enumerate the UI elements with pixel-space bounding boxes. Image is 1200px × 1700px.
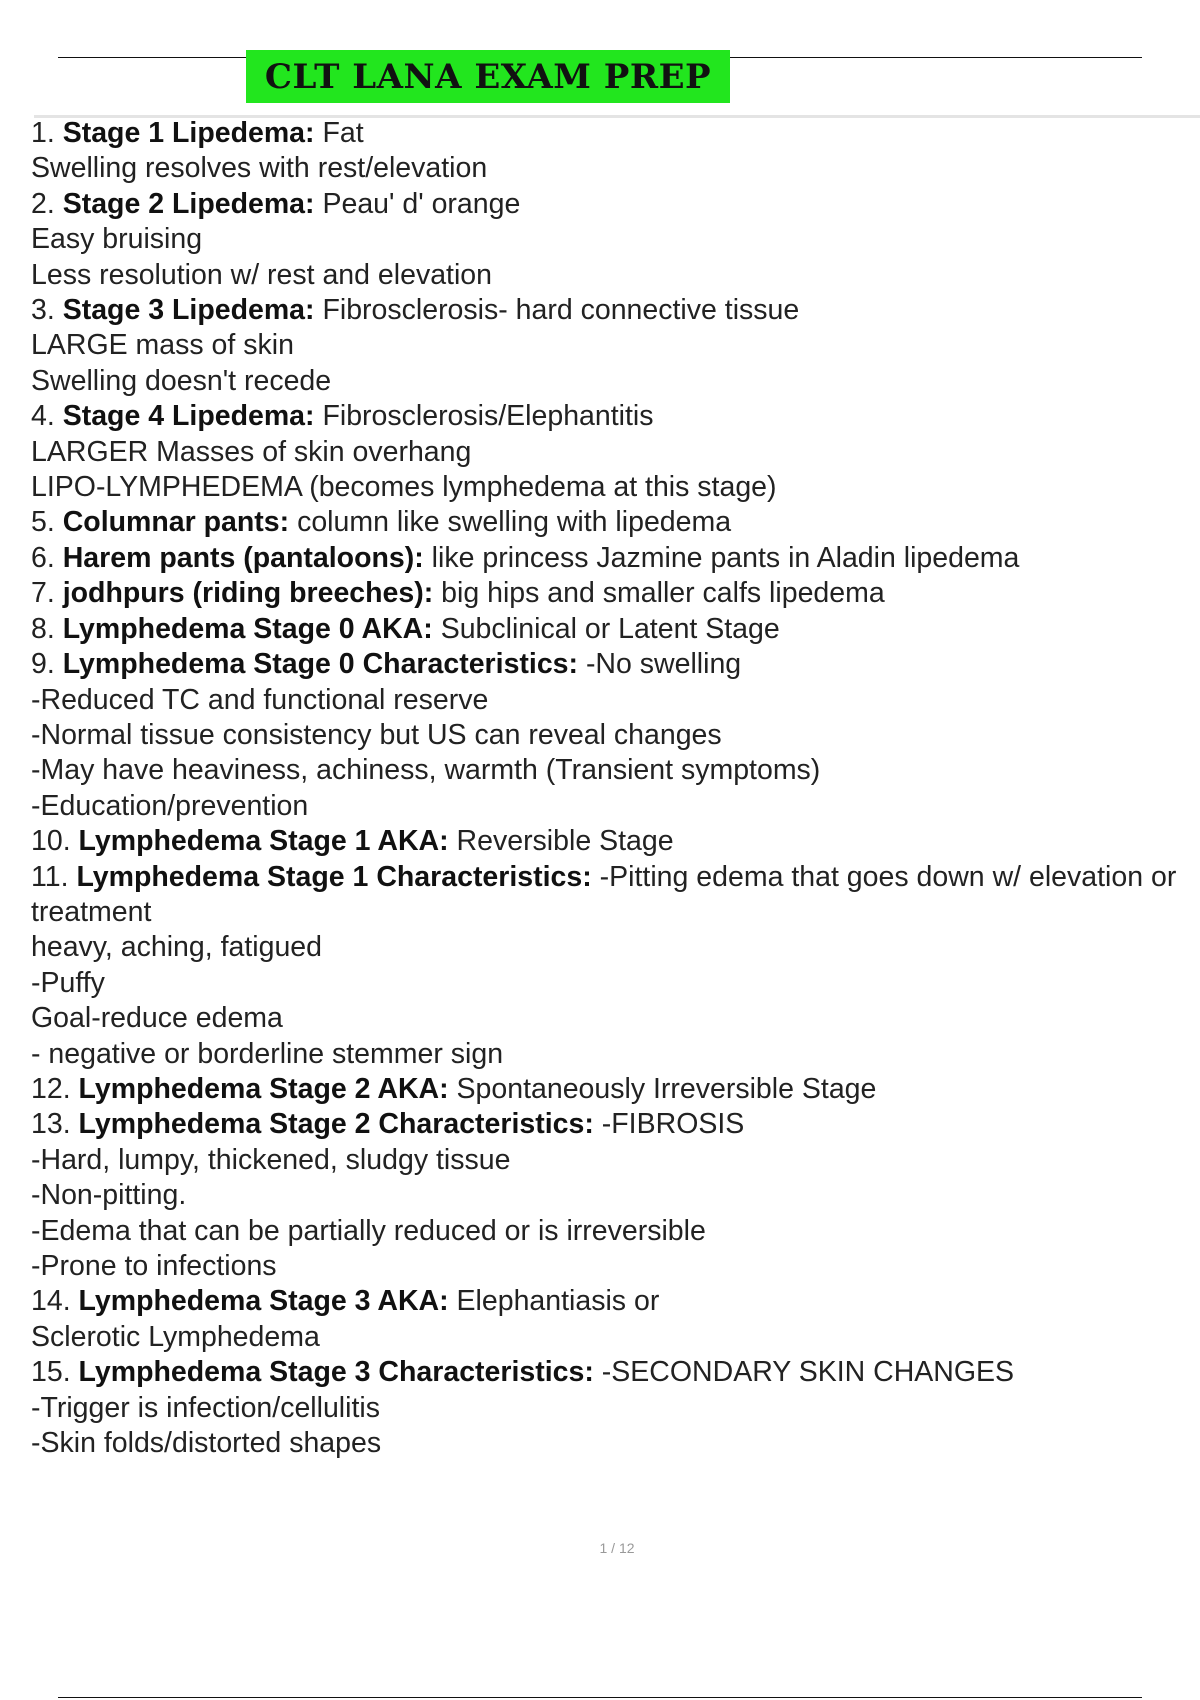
entry-heading-line <box>31 824 1181 859</box>
entry-heading-line <box>31 1355 1181 1390</box>
entry-detail-line: -Prone to infections <box>31 1250 277 1282</box>
entry-definition: Elephantiasis or <box>456 1285 660 1318</box>
entry-definition: Fibrosclerosis- hard connective tissue <box>322 294 800 327</box>
entry-number: 9. <box>31 648 55 681</box>
entry-term: Stage 4 Lipedema: <box>62 400 315 433</box>
entry-definition: -No swelling <box>585 648 742 681</box>
flashcard-entry <box>31 1355 1181 1461</box>
flashcard-entry <box>31 505 1181 540</box>
entry-detail-line: LIPO-LYMPHEDEMA (becomes lymphedema at this stage) <box>31 471 777 504</box>
entry-definition: Spontaneously Irreversible Stage <box>456 1072 877 1105</box>
entry-number: 15. <box>31 1356 71 1389</box>
entry-number: 5. <box>31 506 55 539</box>
flashcard-entry <box>31 1072 1181 1107</box>
entry-term: Lymphedema Stage 1 AKA: <box>78 825 449 858</box>
entry-term: Lymphedema Stage 2 Characteristics: <box>78 1108 594 1141</box>
entry-number: 8. <box>31 612 55 645</box>
bottom-rule <box>58 1697 1142 1698</box>
entry-detail-line: - negative or borderline stemmer sign <box>31 1037 504 1070</box>
flashcard-entry <box>31 293 1181 399</box>
entry-number: 11. <box>31 860 69 893</box>
entry-term: jodhpurs (riding breeches): <box>62 577 434 610</box>
flashcard-entry <box>31 576 1181 611</box>
flashcard-entry <box>31 612 1181 647</box>
entry-detail-line: heavy, aching, fatigued <box>31 931 323 964</box>
entry-term: Lymphedema Stage 3 Characteristics: <box>78 1356 594 1389</box>
entry-definition: Subclinical or Latent Stage <box>440 612 780 645</box>
entry-detail-line: -Reduced TC and functional reserve <box>31 683 489 716</box>
entry-heading-line <box>31 647 1181 682</box>
entry-detail-line: -May have heaviness, achiness, warmth (Transient symptoms) <box>31 754 821 787</box>
entry-detail-line: Easy bruising <box>31 223 203 256</box>
entry-definition: Fibrosclerosis/Elephantitis <box>322 400 654 433</box>
entry-detail-line: -Edema that can be partially reduced or is irreversible <box>31 1214 706 1247</box>
entry-heading-line <box>31 116 1181 151</box>
flashcard-entry <box>31 187 1181 293</box>
entry-definition: -Pitting edema that goes down w/ elevation or treatment <box>31 860 1177 928</box>
entry-heading-line <box>31 293 1181 328</box>
entry-heading-line <box>31 1072 1181 1107</box>
flashcard-entry <box>31 399 1181 505</box>
entry-heading-line <box>31 541 1181 576</box>
entry-heading-line <box>31 1107 1181 1142</box>
flashcard-entry <box>31 541 1181 576</box>
flashcard-entry <box>31 116 1181 187</box>
entry-number: 7. <box>31 577 55 610</box>
entry-number: 2. <box>31 187 55 220</box>
entry-detail-line: LARGE mass of skin <box>31 329 294 362</box>
entry-heading-line <box>31 612 1181 647</box>
entry-heading-line <box>31 187 1181 222</box>
entry-term: Lymphedema Stage 1 Characteristics: <box>76 860 592 893</box>
entry-term: Lymphedema Stage 0 Characteristics: <box>62 648 579 681</box>
title-banner <box>246 50 730 103</box>
entry-detail-line: Swelling doesn't recede <box>31 364 332 397</box>
flashcard-entry <box>31 824 1181 859</box>
entry-definition: Peau' d' orange <box>322 187 521 220</box>
flashcard-entry <box>31 1107 1181 1284</box>
entry-detail-line: -Hard, lumpy, thickened, sludgy tissue <box>31 1143 511 1176</box>
entry-number: 6. <box>31 541 55 574</box>
entry-definition: column like swelling with lipedema <box>297 506 732 539</box>
entry-detail-line: Swelling resolves with rest/elevation <box>31 152 488 185</box>
entry-definition: like princess Jazmine pants in Aladin lipedema <box>431 541 1020 574</box>
entry-number: 10. <box>31 825 71 858</box>
entry-detail-line: -Education/prevention <box>31 789 309 822</box>
entry-term: Lymphedema Stage 0 AKA: <box>62 612 433 645</box>
entry-definition: big hips and smaller calfs lipedema <box>441 577 885 610</box>
entry-detail-line: -Non-pitting. <box>31 1179 187 1212</box>
entry-term: Stage 2 Lipedema: <box>62 187 315 220</box>
entry-heading-line <box>31 860 1181 931</box>
entry-detail-line: LARGER Masses of skin overhang <box>31 435 472 468</box>
entry-term: Stage 3 Lipedema: <box>62 294 315 327</box>
entry-term: Harem pants (pantaloons): <box>62 541 424 574</box>
entry-detail-line: Sclerotic Lymphedema <box>31 1320 320 1353</box>
entry-definition: Reversible Stage <box>456 825 674 858</box>
entry-heading-line <box>31 1284 1181 1319</box>
entry-term: Stage 1 Lipedema: <box>62 117 315 149</box>
entry-number: 13. <box>31 1108 71 1141</box>
entry-detail-line: -Skin folds/distorted shapes <box>31 1427 382 1460</box>
entry-definition: Fat <box>322 117 364 149</box>
entry-term: Columnar pants: <box>62 506 290 539</box>
entry-number: 14. <box>31 1285 71 1318</box>
entry-number: 12. <box>31 1072 71 1105</box>
entry-detail-line: Less resolution w/ rest and elevation <box>31 258 493 291</box>
entry-heading-line <box>31 576 1181 611</box>
entry-definition: -SECONDARY SKIN CHANGES <box>601 1356 1015 1389</box>
entry-number: 3. <box>31 294 55 327</box>
entry-heading-line <box>31 505 1181 540</box>
entry-number: 4. <box>31 400 55 433</box>
entry-detail-line: Goal-reduce edema <box>31 1002 283 1035</box>
flashcard-entry <box>31 1284 1181 1355</box>
entry-detail-line: -Normal tissue consistency but US can reveal changes <box>31 718 722 751</box>
entry-term: Lymphedema Stage 2 AKA: <box>78 1072 449 1105</box>
entry-detail-line: -Trigger is infection/cellulitis <box>31 1391 380 1424</box>
entry-number: 1. <box>31 117 55 149</box>
flashcard-entry <box>31 647 1181 824</box>
flashcard-entry <box>31 860 1181 1072</box>
entry-heading-line <box>31 399 1181 434</box>
flashcard-list <box>31 116 1181 1461</box>
entry-definition: -FIBROSIS <box>601 1108 745 1141</box>
entry-term: Lymphedema Stage 3 AKA: <box>78 1285 449 1318</box>
entry-detail-line: -Puffy <box>31 966 105 999</box>
document-title: CLT LANA EXAM PREP <box>264 56 712 97</box>
page-indicator: 1 / 12 <box>599 1540 635 1556</box>
